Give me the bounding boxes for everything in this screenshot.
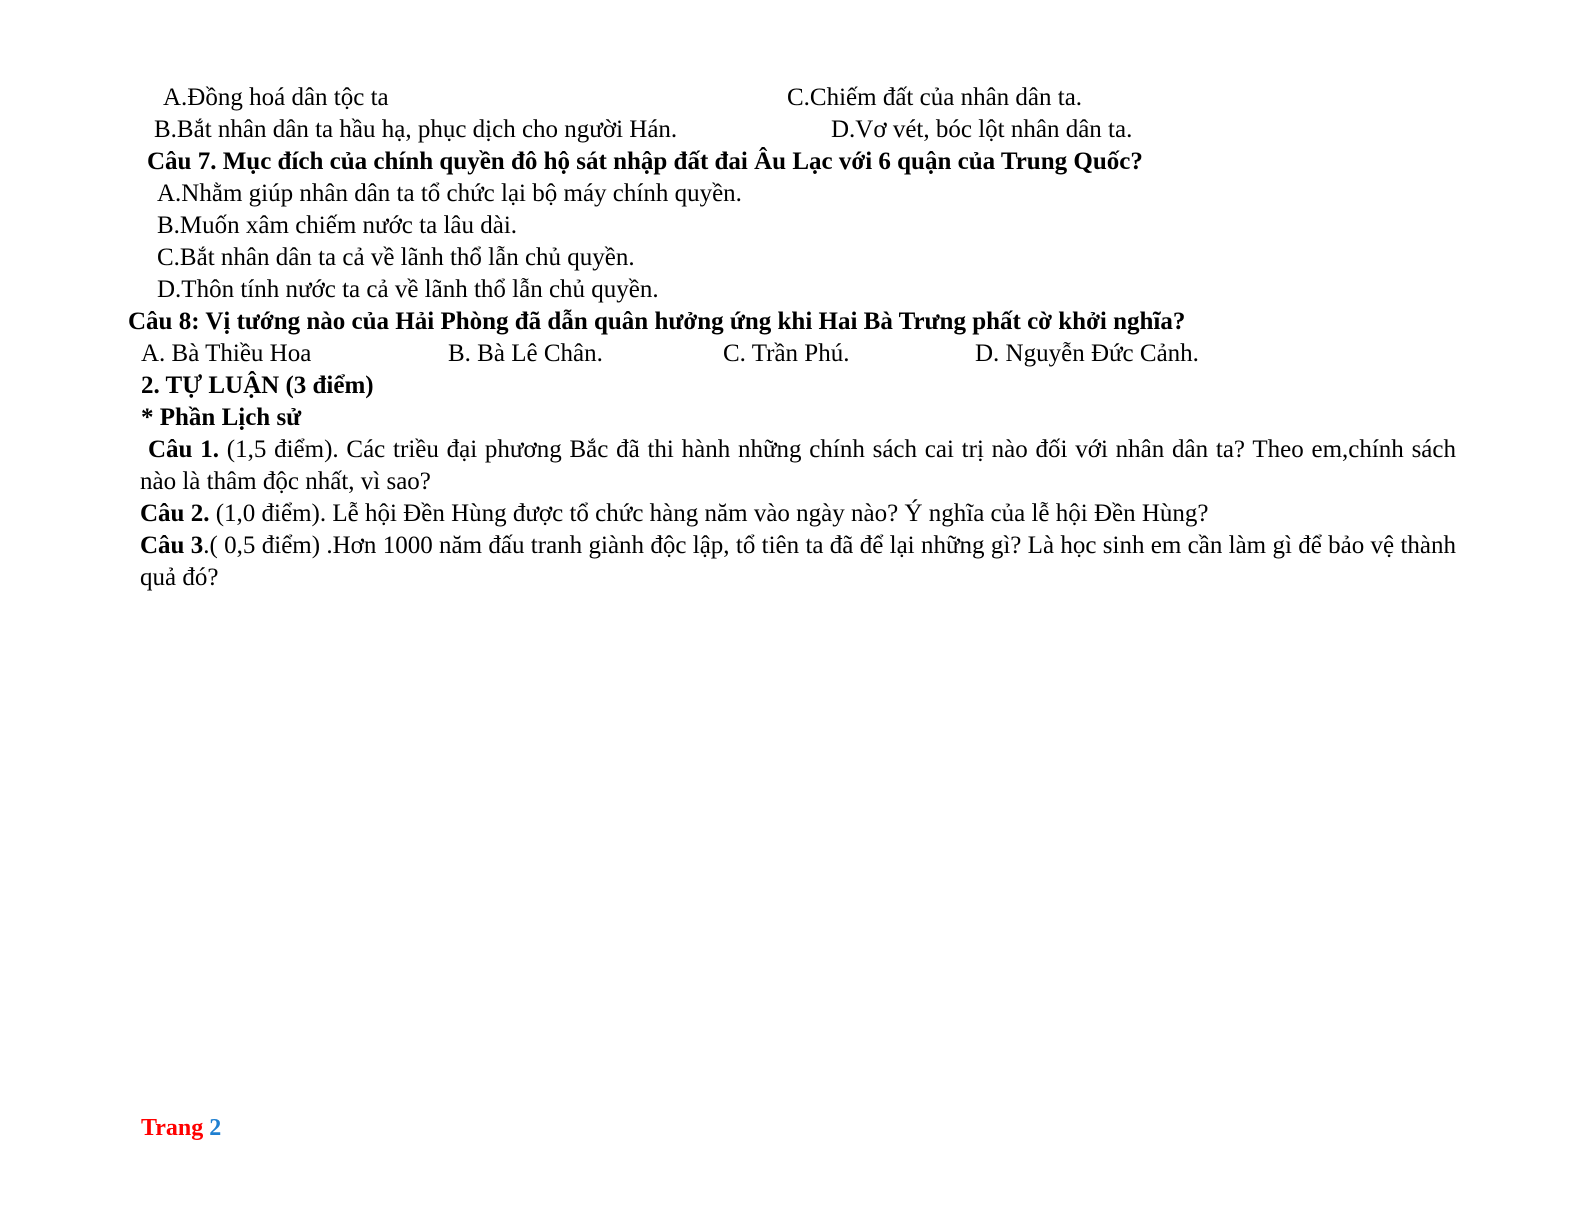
q8-option-b: B. Bà Lê Chân. — [448, 340, 603, 367]
q6-option-a: A.Đồng hoá dân tộc ta — [163, 84, 389, 111]
page-number: 2 — [209, 1115, 222, 1141]
q6-option-d: D.Vơ vét, bóc lột nhân dân ta. — [831, 116, 1133, 143]
essay-question-2-text: (1,0 điểm). Lễ hội Đền Hùng được tổ chức hàng năm vào ngày nào? Ý nghĩa của lễ hội Đền Hùng? — [209, 500, 1209, 527]
q8-option-d: D. Nguyễn Đức Cảnh. — [975, 340, 1199, 367]
q8-question: Câu 8: Vị tướng nào của Hải Phòng đã dẫn quân hưởng ứng khi Hai Bà Trưng phất cờ khởi nghĩa? — [128, 308, 1186, 335]
essay-question-1 — [140, 434, 1456, 498]
q8-option-a: A. Bà Thiều Hoa — [141, 340, 312, 367]
page-footer — [141, 1112, 221, 1144]
section-subtitle: * Phần Lịch sử — [141, 404, 302, 431]
q7-option-a: A.Nhằm giúp nhân dân ta tổ chức lại bộ máy chính quyền. — [157, 180, 742, 207]
essay-question-1-text: (1,5 điểm). Các triều đại phương Bắc đã thi hành những chính sách cai trị nào đối với nhân dân ta? Theo em,chính sách nào là thâm độc nhất, vì sao? — [140, 436, 1456, 495]
q7-option-d: D.Thôn tính nước ta cả về lãnh thổ lẫn chủ quyền. — [157, 276, 659, 303]
page-word: Trang — [141, 1115, 204, 1141]
q7-question: Câu 7. Mục đích của chính quyền đô hộ sát nhập đất đai Âu Lạc với 6 quận của Trung Quốc? — [147, 148, 1143, 175]
q7-option-b: B.Muốn xâm chiếm nước ta lâu dài. — [157, 212, 518, 239]
essay-question-1-label: Câu 1. — [148, 436, 219, 463]
q7-option-c: C.Bắt nhân dân ta cả về lãnh thổ lẫn chủ quyền. — [157, 244, 635, 271]
q6-option-c: C.Chiếm đất của nhân dân ta. — [787, 84, 1083, 111]
essay-question-3 — [140, 530, 1456, 594]
q8-option-c: C. Trần Phú. — [723, 340, 850, 367]
essay-question-2 — [140, 498, 1456, 530]
essay-question-3-label: Câu 3 — [140, 532, 204, 559]
essay-question-2-label: Câu 2. — [140, 500, 210, 527]
section-title: 2. TỰ LUẬN (3 điểm) — [141, 372, 374, 399]
essay-question-3-text: .( 0,5 điểm) .Hơn 1000 năm đấu tranh giành độc lập, tổ tiên ta đã để lại những gì? Là học sinh em cần làm gì để bảo vệ thành quả đó? — [140, 532, 1456, 591]
q6-option-b: B.Bắt nhân dân ta hầu hạ, phục dịch cho người Hán. — [154, 116, 678, 143]
